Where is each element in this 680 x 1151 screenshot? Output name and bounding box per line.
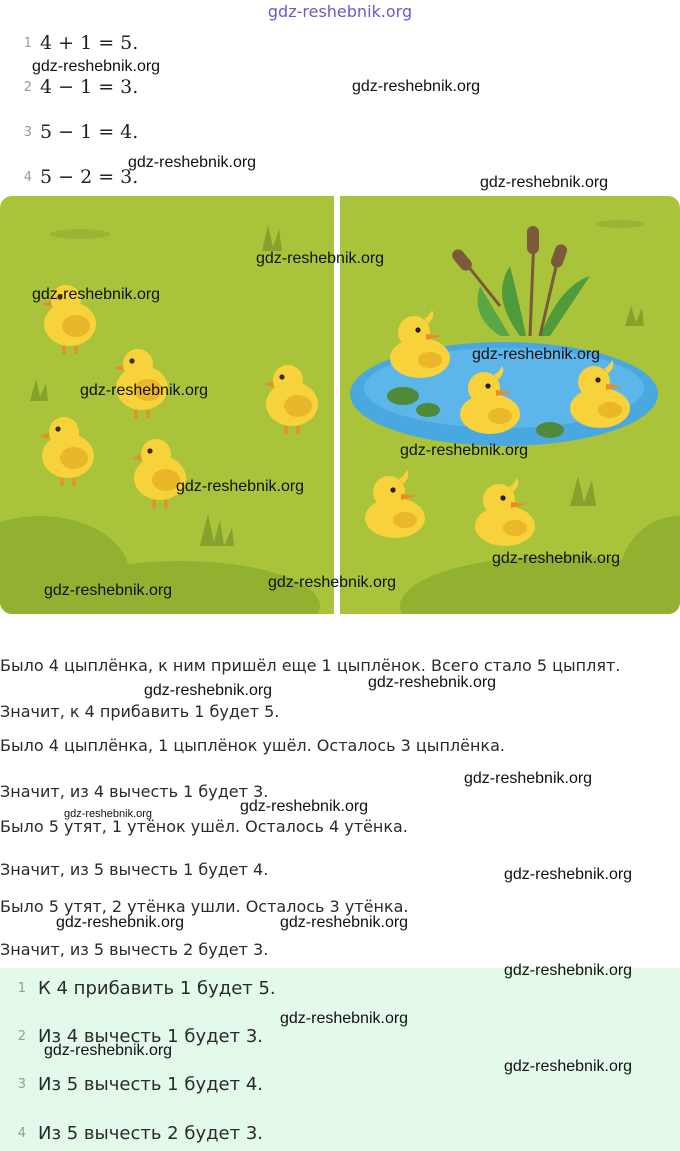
watermark: gdz-reshebnik.org [240,798,369,815]
site-banner[interactable]: gdz-reshebnik.org [267,2,413,21]
explanation-paragraph-1: Было 4 цыплёнка, к ним пришёл еще 1 цыплёнок. Всего стало 5 цыплят. [0,656,621,675]
equation-item-1 [0,28,138,58]
answer-text: Из 5 вычесть 1 будет 4. [38,1073,263,1095]
watermark: gdz-reshebnik.org [144,682,273,699]
answer-number: 4 [17,1125,26,1141]
equation-text: 5 − 2 = 3. [40,166,139,188]
explanation-paragraph-3: Было 4 цыплёнка, 1 цыплёнок ушёл. Осталось 3 цыплёнка. [0,736,505,755]
explanation-paragraph-6: Значит, из 5 вычесть 1 будет 4. [0,860,269,879]
watermark: gdz-reshebnik.org [268,574,397,591]
equation-number: 4 [23,169,32,185]
watermark: gdz-reshebnik.org [280,1010,409,1027]
watermark: gdz-reshebnik.org [256,250,385,267]
equation-number: 2 [23,79,32,95]
equation-text: 4 − 1 = 3. [40,76,139,98]
answer-text: К 4 прибавить 1 будет 5. [38,977,276,999]
watermark: gdz-reshebnik.org [32,58,161,75]
answer-number: 2 [17,1028,26,1044]
answer-text: Из 4 вычесть 1 будет 3. [38,1025,263,1047]
watermark: gdz-reshebnik.org [504,962,633,979]
equation-text: 5 − 1 = 4. [40,121,139,143]
equation-item-2 [0,72,138,102]
explanation-paragraph-5: Было 5 утят, 1 утёнок ушёл. Осталось 4 утёнка. [0,817,408,836]
equation-text: 4 + 1 = 5. [40,32,139,54]
explanation-paragraph-4: Значит, из 4 вычесть 1 будет 3. [0,782,269,801]
watermark: gdz-reshebnik.org [32,286,161,303]
watermark: gdz-reshebnik.org [504,866,633,883]
watermark: gdz-reshebnik.org [44,1042,173,1059]
watermark: gdz-reshebnik.org [504,1058,633,1075]
watermark: gdz-reshebnik.org [64,808,153,820]
watermark: gdz-reshebnik.org [464,770,593,787]
watermark: gdz-reshebnik.org [128,154,257,171]
watermark: gdz-reshebnik.org [56,914,185,931]
answer-item-3 [0,1069,263,1099]
watermark: gdz-reshebnik.org [400,442,529,459]
answer-number: 1 [17,980,26,996]
explanation-paragraph-7: Было 5 утят, 2 утёнка ушли. Осталось 3 утёнка. [0,897,409,916]
answer-number: 3 [17,1076,26,1092]
explanation-paragraph-8: Значит, из 5 вычесть 2 будет 3. [0,940,269,959]
equation-item-4 [0,162,138,192]
watermark: gdz-reshebnik.org [352,78,481,95]
watermark: gdz-reshebnik.org [80,382,209,399]
watermark: gdz-reshebnik.org [368,674,497,691]
equation-number: 1 [23,35,32,51]
equation-number: 3 [23,124,32,140]
watermark: gdz-reshebnik.org [492,550,621,567]
watermark: gdz-reshebnik.org [44,582,173,599]
equation-item-3 [0,117,138,147]
explanation-paragraph-2: Значит, к 4 прибавить 1 будет 5. [0,702,280,721]
answer-text: Из 5 вычесть 2 будет 3. [38,1122,263,1144]
watermark: gdz-reshebnik.org [472,346,601,363]
watermark: gdz-reshebnik.org [480,174,609,191]
watermark: gdz-reshebnik.org [176,478,305,495]
answer-item-1 [0,973,276,1003]
answer-item-4 [0,1118,263,1148]
watermark: gdz-reshebnik.org [280,914,409,931]
